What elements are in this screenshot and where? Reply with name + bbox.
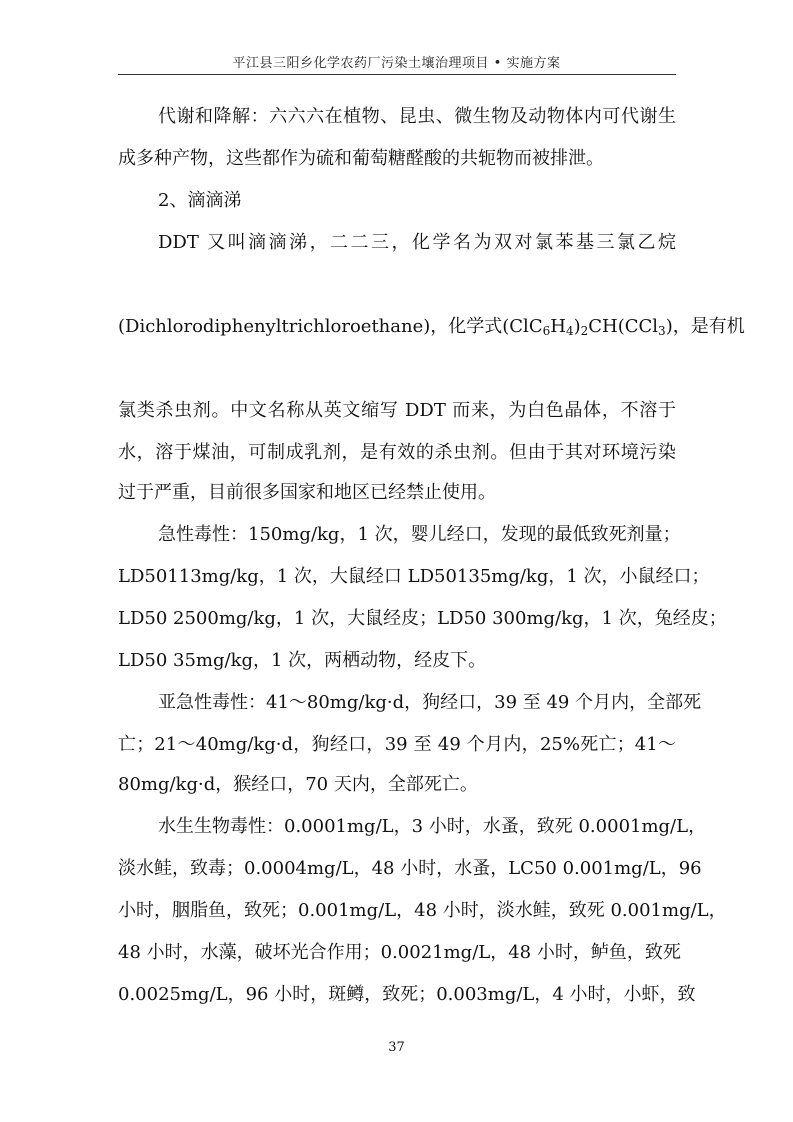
header-rule xyxy=(118,74,676,75)
paragraph-line: 成多种产物，这些都作为硫和葡萄糖醛酸的共轭物而被排泄。 xyxy=(118,148,604,169)
paragraph-line: 代谢和降解：六六六在植物、昆虫、微生物及动物体内可代谢生 xyxy=(158,106,676,127)
paragraph-line: LD50113mg/kg，1 次，大鼠经口 LD50135mg/kg，1 次，小鼠经口； xyxy=(118,566,710,587)
section-heading: 2、滴滴涕 xyxy=(158,190,242,211)
paragraph-line: 80mg/kg·d，猴经口，70 天内，全部死亡。 xyxy=(118,774,478,795)
formula-text: (Dichlorodiphenyltrichloroethane)，化学式$(ClC_6H_4)_2CH(CCl_3)$，是有机 xyxy=(118,316,745,338)
paragraph-line: 亚急性毒性：41～80mg/kg·d，狗经口，39 至 49 个月内，全部死 xyxy=(158,692,702,713)
paragraph-line: LD50 2500mg/kg，1 次，大鼠经皮；LD50 300mg/kg，1 次，兔经皮； xyxy=(118,608,727,629)
paragraph-line: 过于严重，目前很多国家和地区已经禁止使用。 xyxy=(118,482,496,503)
page-number: 37 xyxy=(388,1040,405,1055)
paragraph-line: 水，溶于煤油，可制成乳剂，是有效的杀虫剂。但由于其对环境污染 xyxy=(118,442,676,463)
running-header: 平江县三阳乡化学农药厂污染土壤治理项目 • 实施方案 xyxy=(232,56,561,71)
paragraph-line: 氯类杀虫剂。中文名称从英文缩写 DDT 而来，为白色晶体，不溶于 xyxy=(118,400,676,421)
paragraph-line: 急性毒性：150mg/kg，1 次，婴儿经口，发现的最低致死剂量； xyxy=(158,524,681,545)
paragraph-line: LD50 35mg/kg，1 次，两栖动物，经皮下。 xyxy=(118,650,487,671)
paragraph-line: 小时，胭脂鱼，致死；0.001mg/L，48 小时，淡水鲑，致死 0.001mg/L， xyxy=(118,900,727,921)
paragraph-line: 淡水鲑，致毒；0.0004mg/L，48 小时，水蚤，LC50 0.001mg/L，96 xyxy=(118,858,702,879)
paragraph-line: 亡；21～40mg/kg·d，狗经口，39 至 49 个月内，25%死亡；41～ xyxy=(118,734,676,755)
paragraph-line: 48 小时，水藻，破坏光合作用；0.0021mg/L，48 小时，鲈鱼，致死 xyxy=(118,942,681,963)
formula-line xyxy=(118,314,745,340)
paragraph-line: DDT 又叫滴滴涕，二二三，化学名为双对氯苯基三氯乙烷 xyxy=(158,232,676,253)
paragraph-line: 0.0025mg/L，96 小时，斑鳟，致死；0.003mg/L，4 小时，小虾，致 xyxy=(118,984,696,1005)
paragraph-line: 水生生物毒性：0.0001mg/L，3 小时，水蚤，致死 0.0001mg/L， xyxy=(158,816,707,837)
